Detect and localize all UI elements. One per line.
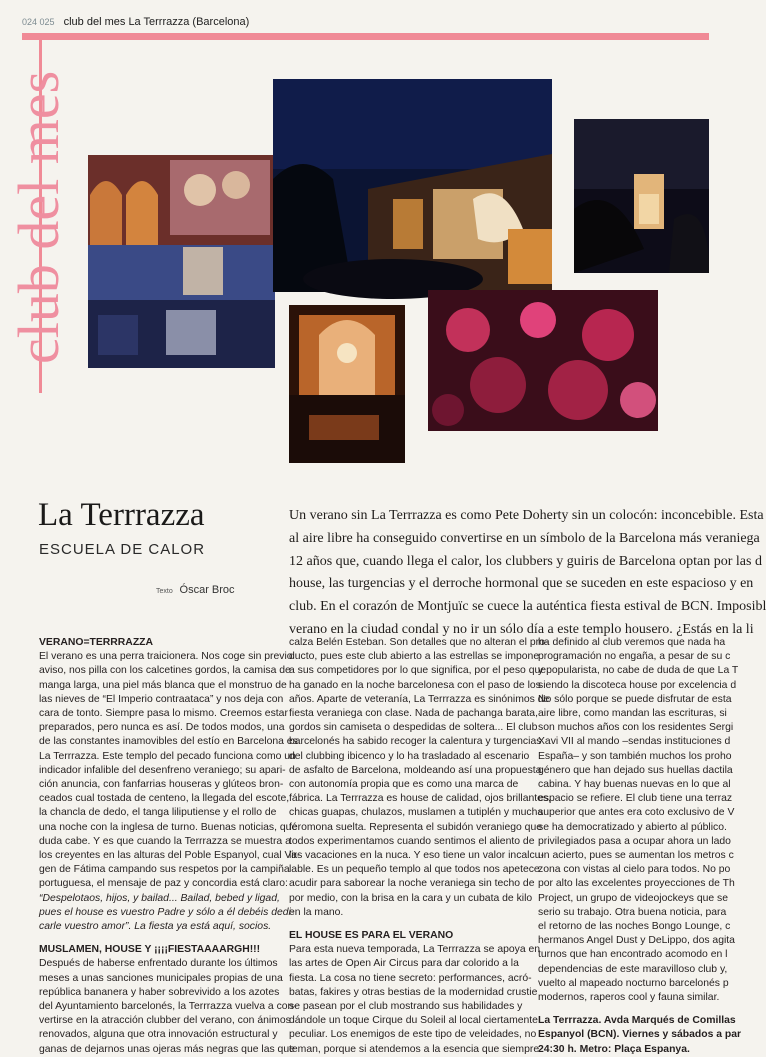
body-line: una noche con la inglesa de turno. Buenas noticias, qué — [39, 821, 298, 833]
article-title: La Terrrazza — [38, 497, 205, 533]
body-line: pues el house es vuestro Padre y sólo a él debéis dedi- — [39, 906, 295, 918]
lead-line: al aire libre ha conseguido convertirse en un símbolo de la Barcelona más veraniega — [289, 530, 760, 546]
body-line: república bananera y haber sobrevivido a los azotes — [39, 986, 280, 998]
author-credit — [156, 584, 235, 596]
section-heading: VERANO=TERRRAZZA — [39, 637, 154, 648]
body-line: El verano es una perra traicionera. Nos coge sin previo — [39, 651, 293, 663]
photo-crowd-red — [428, 290, 658, 431]
photo-night-terrace — [273, 79, 552, 292]
body-line: del Ayuntamiento barcelonés, la Terrrazza vuelva a con- — [39, 1001, 297, 1013]
body-line: calza Belén Esteban. Son detalles que no alteran el pro- — [289, 637, 549, 648]
body-line: renovados, alguna que otra innovación estructural y — [39, 1029, 278, 1041]
lead-line: Un verano sin La Terrrazza es como Pete Doherty sin un colocón: inconcebible. Esta — [289, 508, 764, 523]
body-column-1 — [39, 636, 301, 1057]
article-subtitle: ESCUELA DE CALOR — [39, 541, 206, 558]
body-line: por medio, con la brisa en la cara y un cubata de kilo — [289, 892, 533, 904]
body-line: indicador infalible del desenfreno veraniego; su apari- — [39, 764, 286, 776]
body-line: aire libre, como mandan las escrituras, si — [538, 708, 727, 720]
lead-paragraph — [289, 505, 766, 642]
body-line: acudir para saborear la noche veraniega sin techo de — [289, 878, 535, 890]
body-line: lable. Es un pequeño templo al que todos nos apetece — [289, 864, 540, 876]
body-line: manga larga, una piel más blanca que el monstruo de — [39, 679, 287, 691]
body-line: duda cabe. Y es que cuando la Terrrazza se muestra a — [39, 835, 291, 847]
body-line: todos experimentamos cuando sentimos el aliento de — [289, 835, 535, 847]
body-line: cara de tonto. Siempre pasa lo mismo. Creemos estar — [39, 708, 288, 720]
body-line: ceados cual tostada de centeno, la llegada del escote, — [39, 793, 290, 805]
body-line: del clubbing ibicenco y lo ha trasladado al escenario — [289, 750, 530, 762]
body-line: ha definido al club veremos que nada ha — [538, 637, 726, 648]
body-line: serio su trabajo. Otra buena noticia, para — [538, 906, 727, 918]
body-line: ganas de dejarnos unas ojeras más negras que las que — [39, 1043, 295, 1055]
body-line: ha ganado en la noche barcelonesa con el paso de los — [289, 679, 541, 691]
body-line: La Terrrazza. Este templo del pecado funciona como un — [39, 750, 296, 762]
body-line: No sólo porque se puede disfrutar de esta — [538, 693, 732, 705]
body-line: 24:30 h. Metro: Plaça Espanya. — [538, 1043, 690, 1055]
body-line: aviso, nos pilla con los calcetines gordos, la camisa de — [39, 665, 291, 677]
body-line: fábrica. La Terrrazza es house de calidad, ojos brillantes, — [289, 793, 552, 805]
body-line: cabina. Y hay buenas nuevas en lo que al — [538, 779, 731, 791]
body-line: modernos, raperos cool y fauna similar. — [538, 992, 720, 1004]
body-line: vertirse en la atracción clubber del verano, con ánimos — [39, 1015, 291, 1027]
body-line: La Terrrazza. Avda Marqués de Comillas — [538, 1015, 736, 1027]
body-line: España– y son también muchos los proho — [538, 750, 732, 762]
body-line: carle vuestro amor”. La fiesta ya está aquí, socios. — [39, 921, 272, 933]
photo-lit-facade — [289, 305, 405, 463]
body-line: hermanos Angel Dust y DeLippo, dos agita — [538, 935, 735, 947]
body-line: gordos sin camiseta o despedidas de soltera... El club — [289, 722, 538, 734]
body-line: ducto, pues este club abierto a las estrellas se impone — [289, 651, 540, 663]
body-line: zona con vistas al cielo para todos. No po — [538, 864, 731, 876]
body-line: Para esta nueva temporada, La Terrrazza se apoya en — [289, 944, 541, 956]
body-line: Después de haberse enfrentado durante los últimos — [39, 958, 278, 970]
body-line: de asfalto de Barcelona, moldeando así una propuesta — [289, 764, 542, 776]
body-column-2 — [289, 636, 552, 1057]
body-line: por alto las excelentes proyecciones de Th — [538, 878, 735, 890]
body-line: en la mano. — [289, 906, 344, 918]
body-line: años. Aparte de veteranía, La Terrrazza es sinónimos de — [289, 693, 550, 705]
body-line: y popularista, no cabe de duda de que La T — [538, 665, 739, 677]
lead-line: house, las turgencias y el derroche hormonal que se suceden en este espacioso y en — [289, 576, 754, 592]
header-section: club del mes — [63, 16, 126, 28]
section-vertical-label: club del mes — [6, 70, 71, 364]
body-line: privilegiados pasa a ocupar ahora un lado — [538, 835, 731, 847]
header-title: La Terrrazza (Barcelona) — [128, 16, 250, 28]
body-line: fiesta. La cosa no tiene secreto: performances, acró- — [289, 972, 532, 984]
body-line: batas, fakires y otras bestias de la modernidad crustie — [289, 986, 538, 998]
body-line: un acierto, pues se aumentan los metros c — [538, 850, 734, 862]
top-pink-rule — [22, 33, 709, 40]
body-line: género que han dejado sus huellas dactila — [538, 764, 733, 776]
body-line: meses a unas sanciones municipales propias de una — [39, 972, 283, 984]
body-line: siendo la discoteca house por excelencia d — [538, 679, 737, 691]
page-header — [22, 16, 249, 28]
body-line: peculiar. Los enemigos de este tipo de veleidades, no — [289, 1029, 537, 1041]
body-line: fiesta veraniega con clase. Nada de pachanga barata, — [289, 708, 538, 720]
section-heading: MUSLAMEN, HOUSE Y ¡¡¡¡FIESTAAAARGH!!! — [39, 944, 261, 956]
body-line: Espanyol (BCN). Viernes y sábados a par — [538, 1029, 742, 1041]
credit-label: Texto — [156, 588, 173, 595]
body-line: Xavi VII al mando –sendas instituciones d — [538, 736, 731, 748]
body-line: chicas guapas, chulazos, muslamen a tutiplén y mucha — [289, 807, 544, 819]
body-line: vuelto al mapeado nocturno barcelonés p — [538, 977, 729, 989]
body-line: con autonomía propia que es como una marca de — [289, 779, 519, 791]
page-numbers: 024 025 — [22, 17, 55, 27]
section-heading: EL HOUSE ES PARA EL VERANO — [289, 930, 454, 942]
body-line: los creyentes en las alturas del Poble Espanyol, cual Vir- — [39, 850, 301, 862]
body-line: son muchos años con los residentes Sergi — [538, 722, 734, 734]
author-name: Óscar Broc — [179, 584, 235, 596]
body-line: feromona suelta. Representa el subidón veraniego que — [289, 821, 543, 833]
body-line: barcelonés ha sabido recoger la calentura y turgencias — [289, 736, 542, 748]
body-line: las nieves de “El Imperio contraataca” y nos deja con — [39, 693, 284, 705]
body-line: teman, porque si atendemos a la esencia que siempre — [289, 1043, 540, 1055]
body-line: la chancla de dedo, el tanga liliputiense y el rollo de — [39, 807, 277, 819]
body-line: dándole un toque Cirque du Soleil al local ciertamente — [289, 1015, 538, 1027]
body-line: ción anuncia, con fanfarrias houseras y glúteos bron- — [39, 779, 284, 791]
body-line: espacio se refiere. El club tiene una terraz — [538, 793, 733, 805]
body-line: “Despelotaos, hijos, y bailad... Bailad, bebed y ligad, — [39, 892, 280, 904]
body-line: se ha democratizado y abierto al público. — [538, 821, 727, 833]
body-line: programación no engaña, a pesar de su c — [538, 651, 731, 663]
body-line: superior que antes era coto exclusivo de V — [538, 807, 735, 819]
body-line: el retorno de las noches Bongo Lounge, c — [538, 921, 731, 933]
body-line: gen de Fátima campando sus respetos por la campiña — [39, 864, 290, 876]
lead-line: club. En el corazón de Montjuïc se cuece la auténtica fiesta estival de BCN. Imposibl — [289, 599, 766, 615]
body-line: se pasean por el club mostrando sus habilidades y — [289, 1001, 523, 1013]
photo-tower-night — [574, 119, 709, 273]
body-line: turnos que han encontrado acomodo en l — [538, 949, 728, 961]
body-column-3 — [538, 636, 742, 1057]
body-line: de las constantes inamovibles del estío en Barcelona es — [39, 736, 298, 748]
photo-interior-murals — [88, 155, 275, 368]
lead-line: verano en la ciudad condal y no ir un sólo día a este templo housero. ¿Estás en la li — [289, 621, 754, 637]
body-line: dependencias de este maravilloso club y, — [538, 963, 728, 975]
body-line: preparados, pero nunca es así. De todos modos, una — [39, 722, 285, 734]
lead-line: 12 años que, cuando llega el calor, los clubbers y guiris de Barcelona optan por las d — [289, 553, 762, 569]
body-line: a sus competidores por lo que significa, por el peso que — [289, 665, 547, 677]
body-line: las vacaciones en la nuca. Y eso tiene un valor incalcu- — [289, 850, 544, 862]
body-line: portuguesa, el mensaje de paz y concordia está claro: — [39, 878, 288, 890]
body-line: las artes de Open Air Circus para dar colorido a la — [289, 958, 519, 970]
body-line: Project, un grupo de videojockeys que se — [538, 892, 729, 904]
